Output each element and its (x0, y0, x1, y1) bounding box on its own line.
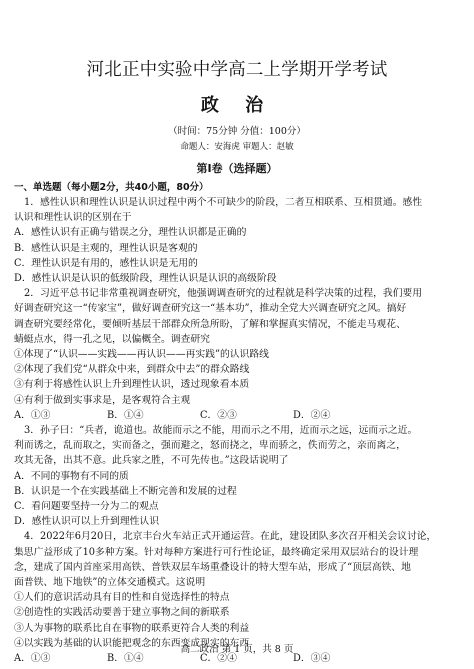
question-stem-line: 3．孙子曰：“兵者，诡道也。故能而示之不能，用而示之不用，近而示之远，远而示之近。 (24, 425, 418, 437)
question-stem-line: 2．习近平总书记非常重视调查研究，他强调调查研究的过程就是科学决策的过程，我们要用 (24, 288, 423, 300)
choice-c: C．②③ (200, 409, 237, 421)
volume-title: 第Ⅰ卷（选择题） (196, 162, 278, 175)
question-2 (14, 286, 460, 423)
question-statement: ④以实践为基础的认识能把观念的东西变成现实的东西 (14, 637, 250, 649)
question-choices (14, 408, 460, 423)
subject-title: 政 治 (200, 95, 274, 116)
question-stem-line: 念，建成了国内首座采用高铁、普铁双层车场重叠设计的特大型车站，形成了“顶层高铁、地 (14, 561, 411, 573)
question-statement: ②创造性的实践活动要善于建立事物之间的新联系 (14, 607, 230, 619)
exam-staff: 命题人：安海虎 审题人：赵敏 (180, 142, 294, 152)
choice-a: A．①③ (14, 653, 51, 665)
question-statement: ②体现了我们党“从群众中来，到群众中去”的群众路线 (14, 364, 250, 376)
question-statement: ①人们的意识活动具有目的性和自觉选择性的特点 (14, 592, 230, 604)
question-stem-line: 利而诱之，乱而取之，实而备之，强而避之，怒而挠之，卑而骄之，佚而劳之，亲而离之， (14, 440, 406, 452)
question-statement: ①体现了“认识——实践——再认识——再实践”的认识路线 (14, 349, 269, 361)
choice-b: B．①④ (107, 653, 144, 665)
page-footer: 高二政治 第 1 页，共 8 页 (180, 644, 294, 655)
question-option: B．感性认识是主观的，理性认识是客观的 (14, 242, 198, 254)
question-1 (14, 195, 460, 286)
choice-b: B．①④ (107, 409, 144, 421)
exam-info: （时间：75分钟 分值：100分） (168, 126, 306, 137)
question-option: C．理性认识是有用的，感性认识是无用的 (14, 257, 198, 269)
question-option: D．感性认识是认识的低级阶段，理性认识是认识的高级阶段 (14, 273, 277, 285)
question-3 (14, 423, 460, 529)
question-statement: ④有利于做到实事求是，是客观符合主观 (14, 394, 191, 406)
question-stem-line: 好调查研究这一“传家宝”，做好调查研究这一“基本功”，推动全党大兴调查研究之风。搞好 (14, 303, 407, 315)
question-stem-line: 面普铁、地下地铁”的立体交通模式。这说明 (14, 577, 206, 589)
question-option: B．认识是一个在实践基础上不断完善和发展的过程 (14, 485, 237, 497)
section-title: 一、单选题（每小题2分，共40小题，80分） (14, 182, 209, 193)
question-stem-line: 4．2022年6月20日，北京丰台火车站正式开通运营。在此，建设团队多次召开相关会议讨论， (24, 531, 437, 543)
question-stem-line: 集思广益形成了10多种方案。针对每种方案进行可行性论证，最终确定采用双层站台的设计理 (14, 546, 419, 558)
question-option: A．不同的事物有不同的质 (14, 470, 129, 482)
question-option: A．感性认识有正确与错误之分，理性认识都是正确的 (14, 227, 247, 239)
question-stem-line: 调查研究要经常化，要倾听基层干部群众所急所盼，了解和掌握真实情况，不能走马观花、 (14, 318, 406, 330)
choice-c: C．②④ (200, 653, 237, 665)
question-option: D．感性认识可以上升到理性认识 (14, 516, 160, 528)
question-stem-line: 蜻蜓点水，得一孔之见，以偏概全。调查研究 (14, 333, 210, 345)
choice-a: A．①③ (14, 409, 51, 421)
question-stem-line: 认识和理性认识的区别在于 (14, 212, 132, 224)
school-title: 河北正中实验中学高二上学期开学考试 (86, 60, 388, 80)
question-statement: ③人为事物的联系比自在事物的联系更符合人类的利益 (14, 622, 250, 634)
question-stem-line: 1．感性认识和理性认识是认识过程中两个不可缺少的阶段，二者互相联系、互相贯通。感性 (24, 197, 423, 208)
choice-d: D．③④ (293, 653, 331, 665)
question-statement: ③有利于将感性认识上升到理性认识，透过现象看本质 (14, 379, 250, 391)
question-stem-line: 攻其无备，出其不意。此兵家之胜，不可先传也。”这段话说明了 (14, 455, 289, 467)
question-option: C．看问题要坚持一分为二的观点 (14, 501, 159, 513)
choice-d: D．②④ (293, 409, 331, 421)
